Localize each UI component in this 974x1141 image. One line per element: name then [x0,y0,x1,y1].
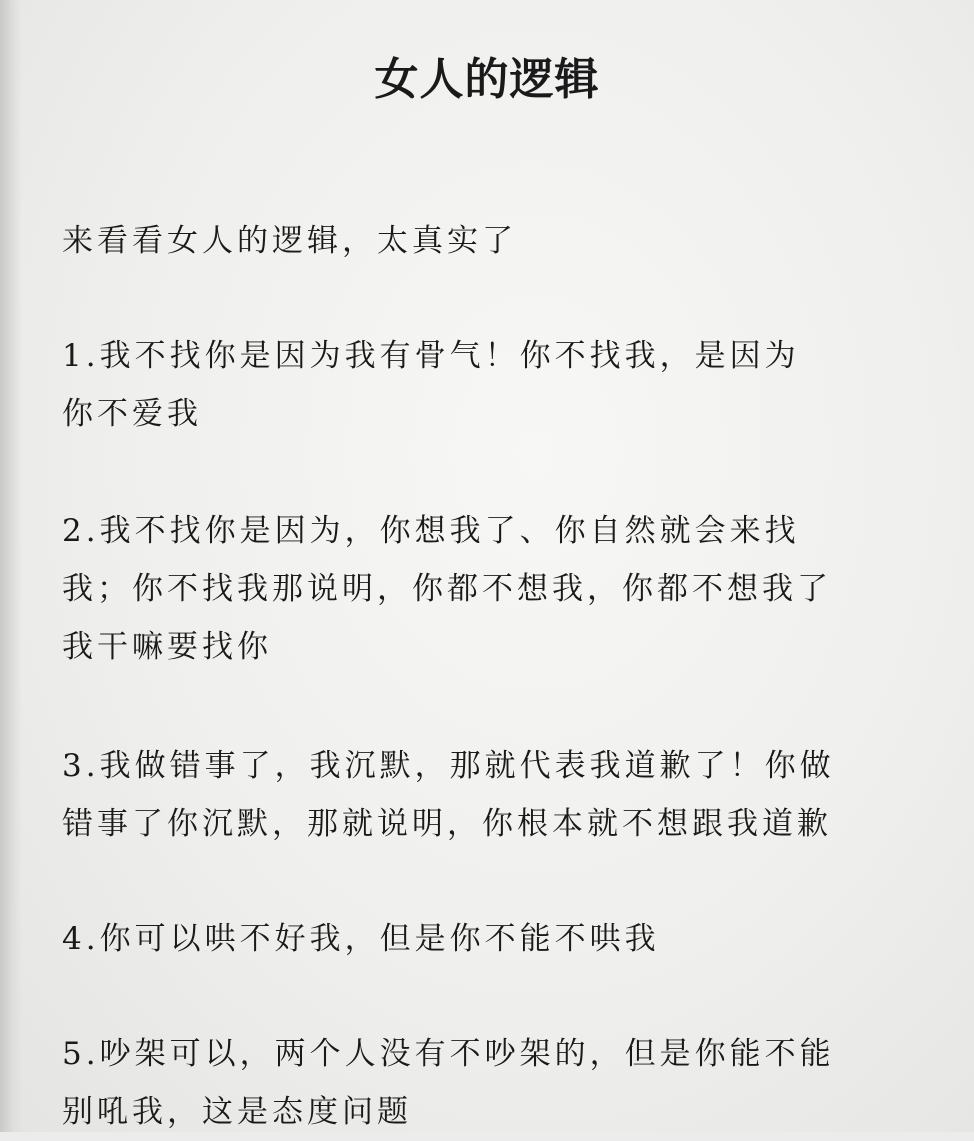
list-item-4 [62,910,932,968]
list-item-1 [62,327,932,443]
list-item-5 [62,1025,932,1141]
intro-line: 来看看女人的逻辑，太真实了 [62,223,517,259]
list-item-2-line-3: 我干嘛要找你 [62,629,272,665]
list-item-5-line-1: 5.吵架可以，两个人没有不吵架的，但是你能不能 [62,1036,835,1072]
page-binding-shadow [0,0,22,1132]
list-item-2 [62,502,932,676]
list-item-3-line-1: 3.我做错事了，我沉默，那就代表我道歉了！你做 [62,748,835,784]
list-item-2-line-2: 我；你不找我那说明，你都不想我，你都不想我了 [62,571,832,607]
list-item-4-line-1: 4.你可以哄不好我，但是你不能不哄我 [62,921,660,957]
list-item-1-line-1: 1.我不找你是因为我有骨气！你不找我，是因为 [62,338,800,374]
list-item-1-line-2: 你不爱我 [62,396,202,432]
list-item-3-line-2: 错事了你沉默，那就说明，你根本就不想跟我道歉 [62,806,832,842]
list-item-2-line-1: 2.我不找你是因为，你想我了、你自然就会来找 [62,513,800,549]
page-title: 女人的逻辑 [374,54,600,105]
intro-paragraph [62,212,932,270]
list-item-3 [62,737,932,853]
list-item-5-line-2: 别吼我，这是态度问题 [62,1094,412,1130]
